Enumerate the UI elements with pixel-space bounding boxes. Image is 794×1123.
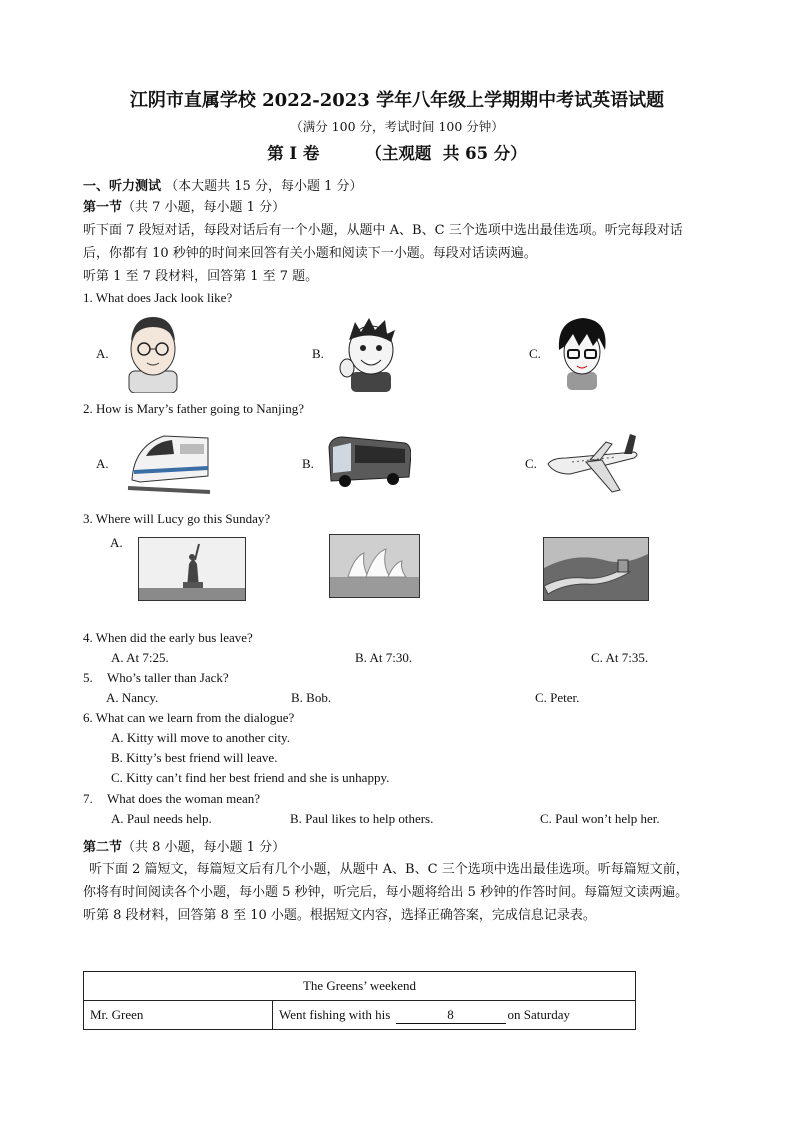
instruction-line: 你将有时间阅读各个小题，每小题 5 秒钟，听完后，每小题将给出 5 秒钟的作答时间。每篇短文读两遍。: [83, 885, 689, 900]
option-b: B. At 7:30.: [355, 650, 413, 665]
table-row: [84, 1001, 636, 1030]
option-a: A. Paul needs help.: [111, 811, 212, 826]
question-7-number: 7.: [83, 791, 93, 806]
option-a-label: A.: [96, 346, 109, 361]
table-header-cell: The Greens’ weekend: [84, 972, 636, 1001]
option-a: A. Kitty will move to another city.: [111, 730, 290, 745]
subsection2-note: （共 8 小题，每小题 1 分）: [122, 840, 286, 855]
great-wall-icon: [544, 538, 648, 600]
waving-boy-icon: [339, 316, 405, 392]
instruction-line: 听第 1 至 7 段材料，回答第 1 至 7 题。: [83, 269, 319, 284]
answer-blank-8[interactable]: 8: [396, 1007, 506, 1024]
statue-of-liberty-icon: [139, 538, 245, 600]
option-b-label: B.: [312, 346, 324, 361]
question-5-stem: Who’s taller than Jack?: [107, 670, 229, 685]
boy-with-glasses-icon: [123, 311, 183, 393]
section1-heading: [83, 175, 363, 194]
great-wall-photo: [543, 537, 649, 601]
part-heading: 第 I 卷 （主观题 共 65 分）: [267, 144, 527, 163]
row-content-cell: [273, 1001, 636, 1030]
sydney-opera-house-photo: [329, 534, 420, 598]
row-text-before: Went fishing with his: [279, 1006, 391, 1022]
option-c-label: C.: [525, 456, 537, 471]
option-a: A. Nancy.: [106, 690, 159, 705]
instruction-line: 听下面 2 篇短文，每篇短文后有几个小题，从题中 A、B、C 三个选项中选出最佳选项。听每篇短文前，: [89, 862, 689, 877]
option-b-label: B.: [302, 456, 314, 471]
option-a-label: A.: [110, 535, 123, 550]
subsection1-note: （共 7 小题，每小题 1 分）: [122, 200, 286, 215]
info-record-table: [83, 971, 636, 1030]
airplane-icon: [546, 430, 640, 494]
table-header-row: [84, 972, 636, 1001]
subsection2-title: 第二节: [83, 840, 123, 855]
section1-title: 一、听力测试: [83, 179, 162, 194]
subsection1-title: 第一节: [83, 200, 123, 215]
instruction-line: 后，你都有 10 秒钟的时间来回答有关小题和阅读下一小题。每段对话读两遍。: [83, 246, 537, 261]
coach-bus-icon: [327, 433, 411, 489]
instruction-line: 听第 8 段材料，回答第 8 至 10 小题。根据短文内容，选择正确答案，完成信息记录表。: [83, 908, 596, 923]
opera-house-icon: [330, 535, 419, 597]
question-1-stem: 1. What does Jack look like?: [83, 290, 233, 305]
section1-note: （本大题共 15 分，每小题 1 分）: [165, 179, 363, 194]
option-b: B. Kitty’s best friend will leave.: [111, 750, 278, 765]
instruction-line: 听下面 7 段短对话，每段对话后有一个小题，从题中 A、B、C 三个选项中选出最佳选项。听完每段对话: [83, 223, 683, 238]
question-7-stem: What does the woman mean?: [107, 791, 261, 806]
option-b: B. Bob.: [291, 690, 332, 705]
subsection2-heading: [83, 836, 285, 855]
exam-title: 江阴市直属学校 2022-2023 学年八年级上学期期中考试英语试题: [129, 90, 665, 111]
option-c: C. Peter.: [535, 690, 580, 705]
question-6-stem: 6. What can we learn from the dialogue?: [83, 710, 295, 725]
option-c: C. Kitty can’t find her best friend and she is unhappy.: [111, 770, 390, 785]
option-c: C. Paul won’t help her.: [540, 811, 660, 826]
option-c: C. At 7:35.: [591, 650, 649, 665]
question-4-stem: 4. When did the early bus leave?: [83, 630, 253, 645]
exam-subtitle: （满分 100 分，考试时间 100 分钟）: [290, 119, 504, 134]
question-2-stem: 2. How is Mary’s father going to Nanjing?: [83, 401, 304, 416]
high-speed-train-icon: [124, 428, 214, 496]
question-5-number: 5.: [83, 670, 93, 685]
subsection1-heading: [83, 196, 285, 215]
option-a-label: A.: [96, 456, 109, 471]
question-3-stem: 3. Where will Lucy go this Sunday?: [83, 511, 271, 526]
statue-of-liberty-photo: [138, 537, 246, 601]
row-text-after: on Saturday: [507, 1006, 570, 1022]
row-label-cell: Mr. Green: [84, 1001, 273, 1030]
option-b: B. Paul likes to help others.: [290, 811, 434, 826]
boy-black-hair-glasses-icon: [553, 316, 611, 390]
option-a: A. At 7:25.: [111, 650, 169, 665]
option-c-label: C.: [529, 346, 541, 361]
